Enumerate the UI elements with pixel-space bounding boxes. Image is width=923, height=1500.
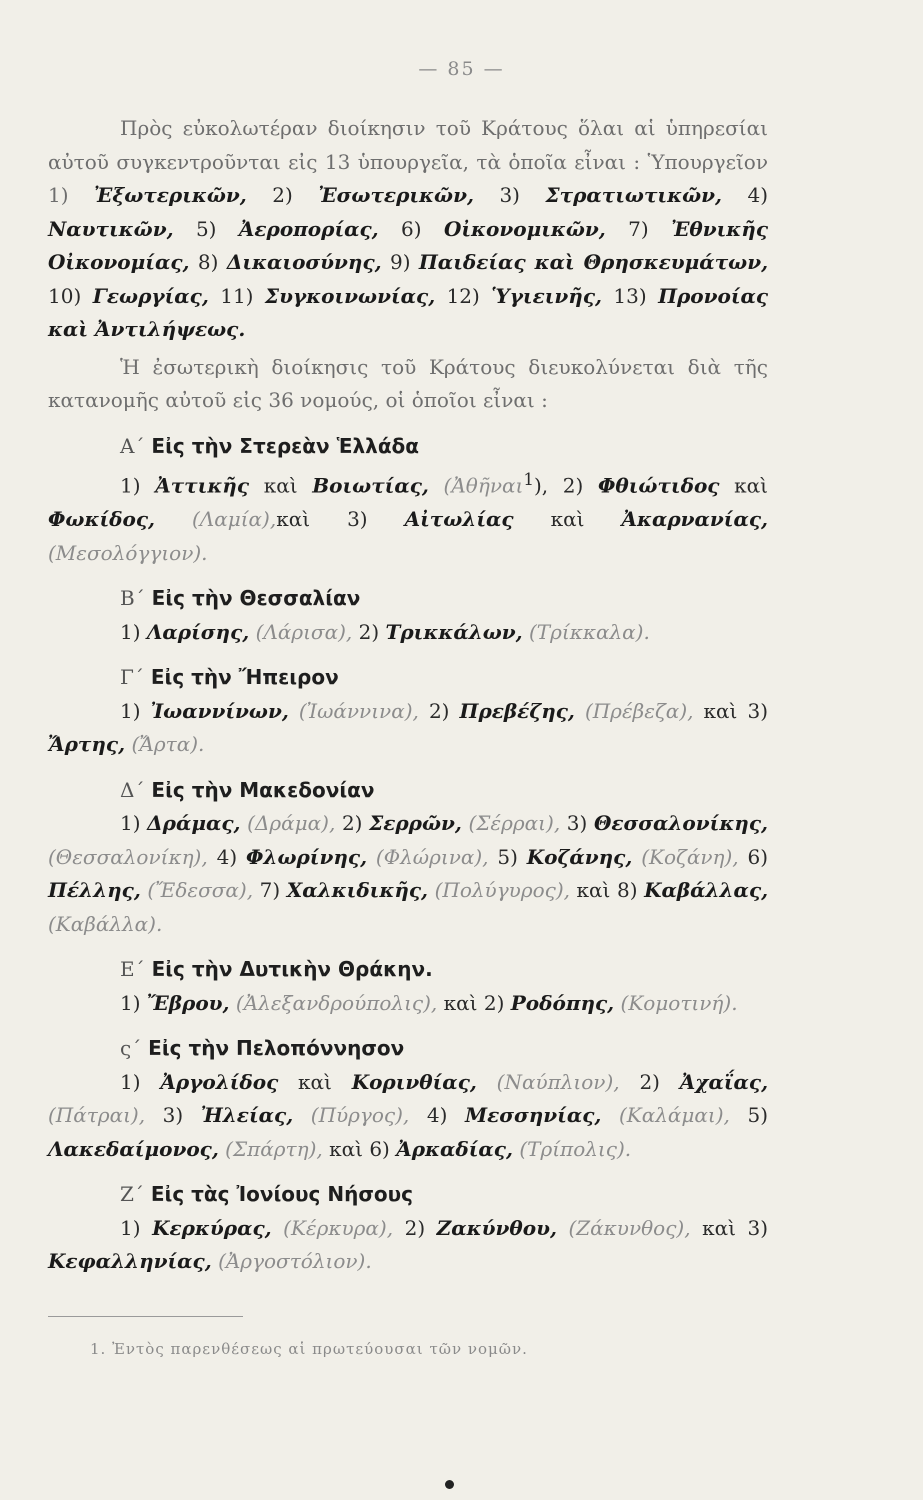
prefecture-name: Ἔβρου, [146, 990, 230, 1015]
prefecture-name: Φθιώτιδος [597, 473, 720, 498]
region-heading [48, 774, 768, 808]
prefecture-number: 8) [616, 878, 638, 903]
prefecture-name: Ἠλείας, [200, 1103, 294, 1128]
prefecture-name: Καβάλλας, [644, 878, 769, 903]
ministries-paragraph [48, 112, 768, 347]
capital: (Ἀργοστόλιον). [218, 1249, 372, 1274]
prefecture-number: 4) [216, 844, 238, 869]
prefecture-name: Δράμας, [147, 811, 241, 836]
prefecture-name: Αἰτωλίας [404, 507, 514, 532]
prefecture-name: Τρικκάλων, [385, 619, 523, 644]
prefecture-name: Ἀττικῆς [155, 473, 250, 498]
prefecture-name: Λαρίσης, [146, 619, 250, 644]
num: 13) [613, 283, 647, 308]
prefecture-list [48, 1212, 768, 1279]
capital: (Δράμα), [247, 811, 336, 836]
prefecture-number: 3) [162, 1103, 184, 1128]
capital: (Λαμία), [191, 507, 277, 532]
region-number: Δ΄ [120, 777, 145, 802]
prefecture-name: Φωκίδος, [48, 507, 155, 532]
region-number: Β΄ [120, 586, 145, 611]
num: 6) [401, 216, 422, 241]
capital: (Πρέβεζα), [584, 698, 694, 723]
ministry: Ναυτικῶν, [48, 216, 174, 241]
prefecture-name: Ζακύνθου, [436, 1215, 557, 1240]
prefecture-name: Πέλλης, [48, 878, 141, 903]
prefecture-number: 2) [404, 1215, 426, 1240]
capital: (Καβάλλα). [48, 911, 163, 936]
prefecture-name: Βοιωτίας, [312, 473, 429, 498]
prefecture-number: 1) [120, 811, 141, 836]
region-title: Εἰς τὴν Ἤπειρον [150, 665, 339, 690]
num: 11) [220, 283, 254, 308]
ministry: Στρατιωτικῶν, [545, 183, 722, 207]
capital: (Λάρισα), [255, 619, 353, 644]
prefecture-name: Χαλκιδικῆς, [286, 878, 429, 903]
prefecture-number: 2) [428, 698, 450, 723]
prefecture-number: 3) [566, 811, 588, 836]
ministry: Ἐθνικῆς Οἰκονομίας, [48, 216, 769, 274]
footnote: 1. Ἐντὸς παρενθέσεως αἱ πρωτεύουσαι τῶν νομῶν. [90, 1340, 528, 1358]
prefecture-number: 3) [747, 1215, 769, 1240]
region-number: Γ΄ [120, 665, 144, 690]
prefecture-number: 1) [120, 990, 141, 1015]
conjunction: καὶ [263, 473, 298, 498]
prefecture-name: Κεφαλληνίας, [48, 1249, 212, 1274]
num: 4) [747, 183, 769, 207]
prefecture-name: Ἀρκαδίας, [396, 1136, 513, 1161]
region-heading [48, 430, 768, 464]
ministry: Ὑγιεινῆς, [491, 283, 602, 308]
ministry: Οἰκονομικῶν, [443, 216, 606, 241]
region-title: Εἰς τὴν Δυτικὴν Θράκην. [151, 957, 433, 982]
prefecture-name: Πρεβέζης, [459, 698, 575, 723]
region-title: Εἰς τὴν Στερεὰν Ἑλλάδα [151, 433, 420, 458]
prefecture-number: 1) [120, 1215, 141, 1240]
prefecture-name: Ροδόπης, [510, 990, 615, 1015]
ministry: Προνοίας καὶ Ἀντιλήψεως. [48, 283, 769, 341]
prefecture-name: Θεσσαλονίκης, [593, 811, 768, 836]
prefecture-name: Κορινθίας, [351, 1069, 477, 1094]
region-title: Εἰς τὴν Πελοπόννησον [148, 1036, 405, 1061]
region-heading [48, 1178, 768, 1212]
prefecture-number: 3) [347, 507, 368, 532]
capital: (Θεσσαλονίκη), [48, 844, 208, 869]
conjunction: καὶ [703, 698, 738, 723]
capital: (Καλάμαι), [618, 1103, 730, 1128]
region-title: Εἰς τὴν Μακεδονίαν [151, 777, 375, 802]
capital: (Ναύπλιον), [496, 1069, 620, 1094]
num: 2) [272, 183, 293, 207]
capital: (Ἄρτα). [131, 732, 205, 757]
capital: (Πολύγυρος), [434, 878, 570, 903]
capital: (Τρίκκαλα). [529, 619, 650, 644]
ministry: Γεωργίας, [92, 283, 209, 308]
prefecture-list [48, 616, 768, 650]
ink-dot [445, 1480, 454, 1489]
prefecture-list [48, 463, 768, 570]
prefecture-list [48, 807, 768, 941]
capital: (Ἰωάννινα), [298, 698, 419, 723]
capital: (Κέρκυρα), [283, 1215, 394, 1240]
prefecture-list [48, 695, 768, 762]
capital: (Ἀλεξανδρούπολις), [235, 990, 438, 1015]
region-number: Α΄ [120, 433, 145, 458]
prefecture-number: 2) [562, 473, 584, 498]
region-number: Ζ΄ [120, 1182, 144, 1207]
footnote-ref: 1 [523, 470, 534, 489]
intro-text: Πρὸς εὐκολωτέραν διοίκησιν τοῦ Κράτους ὅλαι αἱ ὑπηρεσίαι αὐτοῦ συγκεντροῦνται εἰς 13 ὑπουργεῖα, τὰ ὁποῖα εἶναι : Ὑπουργεῖον 1) [48, 116, 768, 207]
prefecture-number: 4) [426, 1103, 448, 1128]
conjunction: καὶ [298, 1069, 332, 1094]
region-heading [48, 1032, 768, 1066]
punct: ), [533, 473, 549, 498]
prefectures-paragraph: Ἡ ἐσωτερικὴ διοίκησις τοῦ Κράτους διευκολύνεται διὰ τῆς κατανομῆς αὐτοῦ εἰς 36 νομούς, οἱ ὁποῖοι εἶναι : [48, 354, 768, 412]
conjunction: καὶ [576, 878, 611, 903]
capital: (Τρίπολις). [519, 1136, 632, 1161]
num: 7) [628, 216, 649, 241]
capital: (Σέρραι), [468, 811, 561, 836]
regions-list [48, 430, 768, 1279]
ministry: Ἀεροπορίας, [238, 216, 379, 241]
region-heading [48, 661, 768, 695]
capital: (Κοζάνη), [641, 844, 739, 869]
conjunction: καὶ [734, 473, 768, 498]
prefecture-number: 7) [259, 878, 281, 903]
ministry: Παιδείας καὶ Θρησκευμάτων, [418, 250, 769, 274]
prefecture-name: Ἀχαΐας, [679, 1069, 769, 1094]
num: 3) [499, 183, 520, 207]
prefecture-name: Κοζάνης, [526, 844, 633, 869]
prefecture-name: Ἰωαννίνων, [150, 698, 289, 723]
prefecture-list [48, 987, 768, 1021]
prefecture-name: Ἀκαρνανίας, [621, 507, 768, 532]
prefecture-number: 1) [120, 619, 141, 644]
punct: καὶ [276, 507, 311, 532]
body-text [48, 112, 768, 1279]
capital: (Μεσολόγγιον). [48, 540, 208, 565]
num: 5) [195, 216, 217, 241]
conjunction: καὶ [550, 507, 585, 532]
capital: (Σπάρτη), [225, 1136, 323, 1161]
num: 12) [446, 283, 480, 308]
prefecture-number: 1) [120, 473, 141, 498]
num: 9) [389, 250, 411, 274]
prefecture-number: 5) [497, 844, 518, 869]
conjunction: καὶ [443, 990, 478, 1015]
ministry: Δικαιοσύνης, [226, 250, 382, 274]
ministry: Ἐσωτερικῶν, [318, 183, 474, 207]
prefecture-number: 1) [120, 698, 141, 723]
prefecture-number: 2) [639, 1069, 660, 1094]
num: 10) [48, 283, 82, 308]
region-number: Ε΄ [120, 957, 145, 982]
page-number: — 85 — [418, 58, 505, 80]
region-number: ς΄ [120, 1036, 142, 1061]
prefecture-name: Ἄρτης, [48, 732, 126, 757]
region-heading [48, 953, 768, 987]
ministry: Ἐξωτερικῶν, [94, 183, 247, 207]
capital: (Φλώρινα), [375, 844, 489, 869]
prefecture-name: Σερρῶν, [369, 811, 462, 836]
region-title: Εἰς τὴν Θεσσαλίαν [151, 586, 361, 611]
capital: (Ἀθῆναι [443, 473, 524, 498]
prefecture-number: 2) [341, 811, 363, 836]
prefecture-number: 2) [358, 619, 380, 644]
ministry: Συγκοινωνίας, [264, 283, 436, 308]
prefecture-name: Λακεδαίμονος, [48, 1136, 219, 1161]
prefecture-number: 3) [747, 698, 768, 723]
region-heading [48, 582, 768, 616]
prefecture-number: 6) [369, 1136, 390, 1161]
prefecture-number: 2) [483, 990, 505, 1015]
prefecture-number: 1) [120, 1069, 141, 1094]
conjunction: καὶ [702, 1215, 736, 1240]
prefecture-number: 6) [747, 844, 769, 869]
prefecture-number: 5) [747, 1103, 769, 1128]
capital: (Ζάκυνθος), [568, 1215, 691, 1240]
conjunction: καὶ [329, 1136, 363, 1161]
region-title: Εἰς τὰς Ἰονίους Νήσους [150, 1182, 414, 1207]
prefecture-name: Ἀργολίδος [160, 1069, 279, 1094]
footnote-divider [48, 1316, 243, 1317]
capital: (Κομοτινή). [620, 990, 738, 1015]
prefecture-list [48, 1066, 768, 1167]
prefecture-name: Κερκύρας, [152, 1215, 272, 1240]
capital: (Ἔδεσσα), [147, 878, 254, 903]
capital: (Πύργος), [310, 1103, 410, 1128]
prefecture-name: Μεσσηνίας, [464, 1103, 602, 1128]
prefecture-name: Φλωρίνης, [246, 844, 368, 869]
num: 8) [197, 250, 219, 274]
capital: (Πάτραι), [48, 1103, 146, 1128]
